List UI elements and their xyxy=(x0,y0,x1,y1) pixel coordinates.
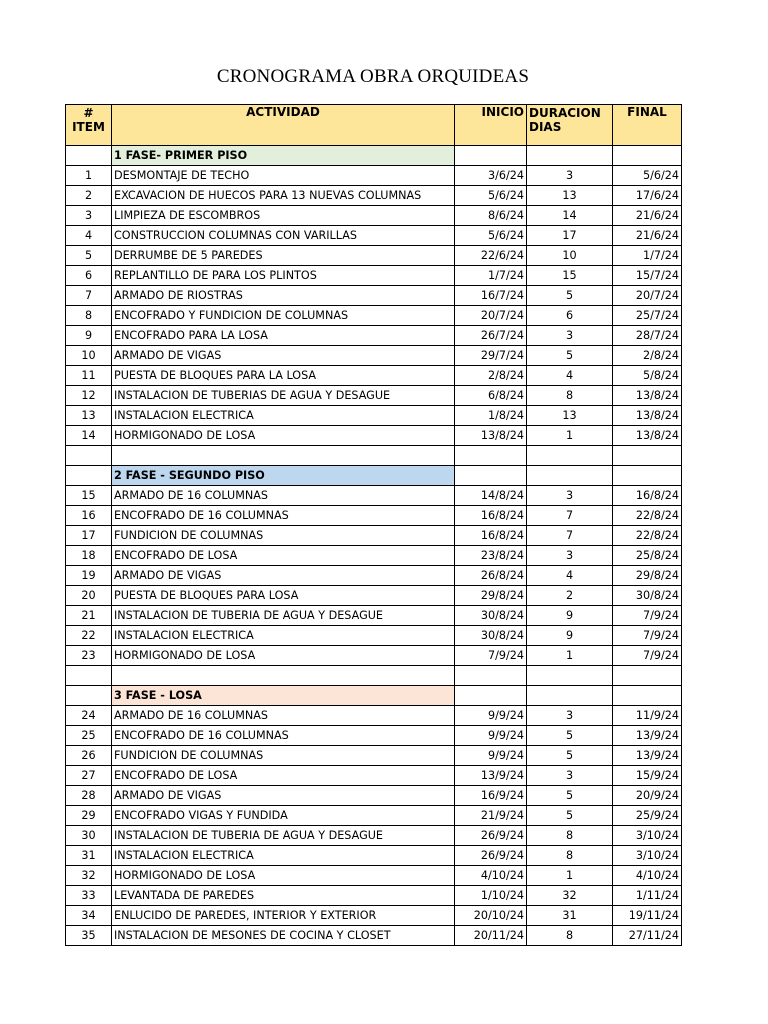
duration-cell: 4 xyxy=(527,566,613,586)
duration-cell: 17 xyxy=(527,226,613,246)
item-number-cell: 8 xyxy=(66,306,112,326)
duration-cell: 1 xyxy=(527,866,613,886)
activity-cell: LIMPIEZA DE ESCOMBROS xyxy=(112,206,455,226)
item-number-cell: 18 xyxy=(66,546,112,566)
activity-cell: ARMADO DE 16 COLUMNAS xyxy=(112,706,455,726)
header-duration: DURACION DIAS xyxy=(527,105,613,146)
start-date-cell: 16/8/24 xyxy=(455,506,527,526)
start-date-cell: 16/9/24 xyxy=(455,786,527,806)
empty-cell xyxy=(455,686,527,706)
end-date-cell: 13/8/24 xyxy=(613,406,682,426)
activity-cell: ENCOFRADO VIGAS Y FUNDIDA xyxy=(112,806,455,826)
header-item: # ITEM xyxy=(66,105,112,146)
duration-cell: 7 xyxy=(527,506,613,526)
end-date-cell: 15/9/24 xyxy=(613,766,682,786)
activity-cell: CONSTRUCCION COLUMNAS CON VARILLAS xyxy=(112,226,455,246)
table-row xyxy=(66,566,682,586)
end-date-cell: 28/7/24 xyxy=(613,326,682,346)
table-row xyxy=(66,366,682,386)
start-date-cell: 1/10/24 xyxy=(455,886,527,906)
table-row xyxy=(66,306,682,326)
table-row xyxy=(66,886,682,906)
activity-cell: DERRUMBE DE 5 PAREDES xyxy=(112,246,455,266)
start-date-cell: 20/11/24 xyxy=(455,926,527,946)
item-number-cell: 26 xyxy=(66,746,112,766)
item-number-cell: 6 xyxy=(66,266,112,286)
item-number-cell: 2 xyxy=(66,186,112,206)
start-date-cell: 7/9/24 xyxy=(455,646,527,666)
end-date-cell: 5/8/24 xyxy=(613,366,682,386)
duration-cell: 1 xyxy=(527,426,613,446)
blank-row xyxy=(66,666,682,686)
phase-label-cell: 1 FASE- PRIMER PISO xyxy=(112,146,455,166)
start-date-cell: 9/9/24 xyxy=(455,746,527,766)
duration-cell: 3 xyxy=(527,486,613,506)
activity-cell: ARMADO DE 16 COLUMNAS xyxy=(112,486,455,506)
end-date-cell: 11/9/24 xyxy=(613,706,682,726)
duration-cell: 1 xyxy=(527,646,613,666)
empty-cell xyxy=(66,666,112,686)
activity-cell: INSTALACION ELECTRICA xyxy=(112,626,455,646)
start-date-cell: 29/7/24 xyxy=(455,346,527,366)
start-date-cell: 9/9/24 xyxy=(455,706,527,726)
item-number-cell: 20 xyxy=(66,586,112,606)
end-date-cell: 22/8/24 xyxy=(613,526,682,546)
activity-cell: INSTALACION DE TUBERIAS DE AGUA Y DESAGUE xyxy=(112,386,455,406)
end-date-cell: 7/9/24 xyxy=(613,646,682,666)
table-row xyxy=(66,246,682,266)
empty-cell xyxy=(455,666,527,686)
table-row xyxy=(66,346,682,366)
table-row xyxy=(66,206,682,226)
table-row xyxy=(66,166,682,186)
item-number-cell: 22 xyxy=(66,626,112,646)
start-date-cell: 21/9/24 xyxy=(455,806,527,826)
duration-cell: 3 xyxy=(527,546,613,566)
duration-cell: 2 xyxy=(527,586,613,606)
item-number-cell: 1 xyxy=(66,166,112,186)
empty-cell xyxy=(613,466,682,486)
duration-cell: 13 xyxy=(527,406,613,426)
duration-cell: 9 xyxy=(527,606,613,626)
phase-label-cell: 3 FASE - LOSA xyxy=(112,686,455,706)
schedule-table xyxy=(65,104,682,946)
item-number-cell: 15 xyxy=(66,486,112,506)
start-date-cell: 3/6/24 xyxy=(455,166,527,186)
start-date-cell: 13/9/24 xyxy=(455,766,527,786)
empty-cell xyxy=(527,666,613,686)
duration-cell: 5 xyxy=(527,746,613,766)
table-row xyxy=(66,646,682,666)
end-date-cell: 20/9/24 xyxy=(613,786,682,806)
table-row xyxy=(66,606,682,626)
item-number-cell: 24 xyxy=(66,706,112,726)
end-date-cell: 27/11/24 xyxy=(613,926,682,946)
item-number-cell: 34 xyxy=(66,906,112,926)
end-date-cell: 22/8/24 xyxy=(613,506,682,526)
table-row xyxy=(66,586,682,606)
table-row xyxy=(66,266,682,286)
end-date-cell: 25/9/24 xyxy=(613,806,682,826)
item-number-cell: 12 xyxy=(66,386,112,406)
duration-cell: 5 xyxy=(527,346,613,366)
activity-cell: ENCOFRADO DE 16 COLUMNAS xyxy=(112,506,455,526)
table-row xyxy=(66,186,682,206)
item-number-cell: 11 xyxy=(66,366,112,386)
activity-cell: ENCOFRADO DE LOSA xyxy=(112,546,455,566)
activity-cell: INSTALACION ELECTRICA xyxy=(112,846,455,866)
activity-cell: ENCOFRADO DE 16 COLUMNAS xyxy=(112,726,455,746)
end-date-cell: 2/8/24 xyxy=(613,346,682,366)
table-row xyxy=(66,866,682,886)
duration-cell: 5 xyxy=(527,786,613,806)
activity-cell: PUESTA DE BLOQUES PARA LA LOSA xyxy=(112,366,455,386)
activity-cell: ARMADO DE VIGAS xyxy=(112,346,455,366)
activity-cell: INSTALACION DE TUBERIA DE AGUA Y DESAGUE xyxy=(112,826,455,846)
duration-cell: 31 xyxy=(527,906,613,926)
end-date-cell: 29/8/24 xyxy=(613,566,682,586)
item-number-cell: 13 xyxy=(66,406,112,426)
end-date-cell: 13/9/24 xyxy=(613,746,682,766)
start-date-cell: 16/8/24 xyxy=(455,526,527,546)
activity-cell: HORMIGONADO DE LOSA xyxy=(112,646,455,666)
phase-row xyxy=(66,466,682,486)
item-number-cell: 4 xyxy=(66,226,112,246)
empty-cell xyxy=(527,686,613,706)
empty-cell xyxy=(455,446,527,466)
item-number-cell: 23 xyxy=(66,646,112,666)
duration-cell: 3 xyxy=(527,326,613,346)
activity-cell: INSTALACION DE MESONES DE COCINA Y CLOSET xyxy=(112,926,455,946)
activity-cell: EXCAVACION DE HUECOS PARA 13 NUEVAS COLUMNAS xyxy=(112,186,455,206)
duration-cell: 13 xyxy=(527,186,613,206)
empty-cell xyxy=(613,666,682,686)
start-date-cell: 8/6/24 xyxy=(455,206,527,226)
item-number-cell: 16 xyxy=(66,506,112,526)
table-header-row xyxy=(66,105,682,146)
end-date-cell: 30/8/24 xyxy=(613,586,682,606)
phase-row xyxy=(66,686,682,706)
activity-cell: ARMADO DE VIGAS xyxy=(112,786,455,806)
empty-cell xyxy=(613,686,682,706)
end-date-cell: 16/8/24 xyxy=(613,486,682,506)
activity-cell: LEVANTADA DE PAREDES xyxy=(112,886,455,906)
end-date-cell: 17/6/24 xyxy=(613,186,682,206)
table-row xyxy=(66,406,682,426)
end-date-cell: 25/8/24 xyxy=(613,546,682,566)
start-date-cell: 4/10/24 xyxy=(455,866,527,886)
table-row xyxy=(66,526,682,546)
duration-cell: 5 xyxy=(527,726,613,746)
activity-cell: ENCOFRADO DE LOSA xyxy=(112,766,455,786)
end-date-cell: 21/6/24 xyxy=(613,226,682,246)
duration-cell: 9 xyxy=(527,626,613,646)
empty-cell xyxy=(527,146,613,166)
start-date-cell: 1/8/24 xyxy=(455,406,527,426)
phase-label-cell: 2 FASE - SEGUNDO PISO xyxy=(112,466,455,486)
duration-cell: 4 xyxy=(527,366,613,386)
empty-cell xyxy=(66,686,112,706)
activity-cell: HORMIGONADO DE LOSA xyxy=(112,866,455,886)
start-date-cell: 29/8/24 xyxy=(455,586,527,606)
document-title: CRONOGRAMA OBRA ORQUIDEAS xyxy=(216,66,530,87)
duration-cell: 8 xyxy=(527,826,613,846)
end-date-cell: 1/11/24 xyxy=(613,886,682,906)
activity-cell: FUNDICION DE COLUMNAS xyxy=(112,746,455,766)
duration-cell: 8 xyxy=(527,386,613,406)
empty-cell xyxy=(613,446,682,466)
table-row xyxy=(66,786,682,806)
end-date-cell: 19/11/24 xyxy=(613,906,682,926)
end-date-cell: 5/6/24 xyxy=(613,166,682,186)
item-number-cell: 21 xyxy=(66,606,112,626)
empty-cell xyxy=(112,666,455,686)
empty-cell xyxy=(112,446,455,466)
duration-cell: 15 xyxy=(527,266,613,286)
item-number-cell: 29 xyxy=(66,806,112,826)
item-number-cell: 19 xyxy=(66,566,112,586)
phase-row xyxy=(66,146,682,166)
start-date-cell: 26/9/24 xyxy=(455,846,527,866)
activity-cell: INSTALACION ELECTRICA xyxy=(112,406,455,426)
table-row xyxy=(66,766,682,786)
item-number-cell: 5 xyxy=(66,246,112,266)
end-date-cell: 3/10/24 xyxy=(613,846,682,866)
end-date-cell: 15/7/24 xyxy=(613,266,682,286)
table-row xyxy=(66,546,682,566)
table-row xyxy=(66,326,682,346)
table-row xyxy=(66,286,682,306)
duration-cell: 5 xyxy=(527,286,613,306)
end-date-cell: 21/6/24 xyxy=(613,206,682,226)
activity-cell: INSTALACION DE TUBERIA DE AGUA Y DESAGUE xyxy=(112,606,455,626)
table-row xyxy=(66,926,682,946)
activity-cell: FUNDICION DE COLUMNAS xyxy=(112,526,455,546)
activity-cell: ENLUCIDO DE PAREDES, INTERIOR Y EXTERIOR xyxy=(112,906,455,926)
empty-cell xyxy=(527,446,613,466)
end-date-cell: 13/9/24 xyxy=(613,726,682,746)
duration-cell: 3 xyxy=(527,166,613,186)
end-date-cell: 13/8/24 xyxy=(613,426,682,446)
item-number-cell: 35 xyxy=(66,926,112,946)
item-number-cell: 7 xyxy=(66,286,112,306)
end-date-cell: 4/10/24 xyxy=(613,866,682,886)
duration-cell: 14 xyxy=(527,206,613,226)
start-date-cell: 20/10/24 xyxy=(455,906,527,926)
start-date-cell: 20/7/24 xyxy=(455,306,527,326)
start-date-cell: 13/8/24 xyxy=(455,426,527,446)
header-end: FINAL xyxy=(613,105,682,146)
start-date-cell: 6/8/24 xyxy=(455,386,527,406)
item-number-cell: 28 xyxy=(66,786,112,806)
duration-cell: 32 xyxy=(527,886,613,906)
start-date-cell: 2/8/24 xyxy=(455,366,527,386)
start-date-cell: 9/9/24 xyxy=(455,726,527,746)
activity-cell: ENCOFRADO Y FUNDICION DE COLUMNAS xyxy=(112,306,455,326)
start-date-cell: 30/8/24 xyxy=(455,626,527,646)
empty-cell xyxy=(66,146,112,166)
duration-cell: 10 xyxy=(527,246,613,266)
start-date-cell: 22/6/24 xyxy=(455,246,527,266)
start-date-cell: 5/6/24 xyxy=(455,186,527,206)
end-date-cell: 1/7/24 xyxy=(613,246,682,266)
activity-cell: ARMADO DE RIOSTRAS xyxy=(112,286,455,306)
empty-cell xyxy=(455,466,527,486)
item-number-cell: 33 xyxy=(66,886,112,906)
start-date-cell: 26/7/24 xyxy=(455,326,527,346)
empty-cell xyxy=(455,146,527,166)
end-date-cell: 3/10/24 xyxy=(613,826,682,846)
activity-cell: HORMIGONADO DE LOSA xyxy=(112,426,455,446)
duration-cell: 3 xyxy=(527,766,613,786)
empty-cell xyxy=(527,466,613,486)
table-row xyxy=(66,486,682,506)
table-row xyxy=(66,386,682,406)
table-row xyxy=(66,426,682,446)
table-row xyxy=(66,226,682,246)
empty-cell xyxy=(66,446,112,466)
item-number-cell: 25 xyxy=(66,726,112,746)
empty-cell xyxy=(66,466,112,486)
end-date-cell: 25/7/24 xyxy=(613,306,682,326)
activity-cell: ENCOFRADO PARA LA LOSA xyxy=(112,326,455,346)
activity-cell: ARMADO DE VIGAS xyxy=(112,566,455,586)
item-number-cell: 9 xyxy=(66,326,112,346)
end-date-cell: 7/9/24 xyxy=(613,626,682,646)
item-number-cell: 27 xyxy=(66,766,112,786)
table-row xyxy=(66,906,682,926)
end-date-cell: 20/7/24 xyxy=(613,286,682,306)
duration-cell: 8 xyxy=(527,846,613,866)
duration-cell: 8 xyxy=(527,926,613,946)
duration-cell: 5 xyxy=(527,806,613,826)
activity-cell: REPLANTILLO DE PARA LOS PLINTOS xyxy=(112,266,455,286)
start-date-cell: 30/8/24 xyxy=(455,606,527,626)
header-start: INICIO xyxy=(455,105,527,146)
start-date-cell: 14/8/24 xyxy=(455,486,527,506)
header-activity: ACTIVIDAD xyxy=(112,105,455,146)
blank-row xyxy=(66,446,682,466)
item-number-cell: 14 xyxy=(66,426,112,446)
item-number-cell: 10 xyxy=(66,346,112,366)
item-number-cell: 17 xyxy=(66,526,112,546)
start-date-cell: 16/7/24 xyxy=(455,286,527,306)
table-row xyxy=(66,746,682,766)
table-row xyxy=(66,826,682,846)
duration-cell: 7 xyxy=(527,526,613,546)
duration-cell: 6 xyxy=(527,306,613,326)
table-row xyxy=(66,726,682,746)
start-date-cell: 26/8/24 xyxy=(455,566,527,586)
item-number-cell: 31 xyxy=(66,846,112,866)
duration-cell: 3 xyxy=(527,706,613,726)
table-row xyxy=(66,706,682,726)
activity-cell: PUESTA DE BLOQUES PARA LOSA xyxy=(112,586,455,606)
table-row xyxy=(66,846,682,866)
table-row xyxy=(66,806,682,826)
item-number-cell: 30 xyxy=(66,826,112,846)
start-date-cell: 26/9/24 xyxy=(455,826,527,846)
start-date-cell: 1/7/24 xyxy=(455,266,527,286)
start-date-cell: 23/8/24 xyxy=(455,546,527,566)
empty-cell xyxy=(613,146,682,166)
item-number-cell: 32 xyxy=(66,866,112,886)
end-date-cell: 13/8/24 xyxy=(613,386,682,406)
end-date-cell: 7/9/24 xyxy=(613,606,682,626)
activity-cell: DESMONTAJE DE TECHO xyxy=(112,166,455,186)
item-number-cell: 3 xyxy=(66,206,112,226)
table-row xyxy=(66,506,682,526)
table-row xyxy=(66,626,682,646)
table-body xyxy=(66,146,682,946)
start-date-cell: 5/6/24 xyxy=(455,226,527,246)
